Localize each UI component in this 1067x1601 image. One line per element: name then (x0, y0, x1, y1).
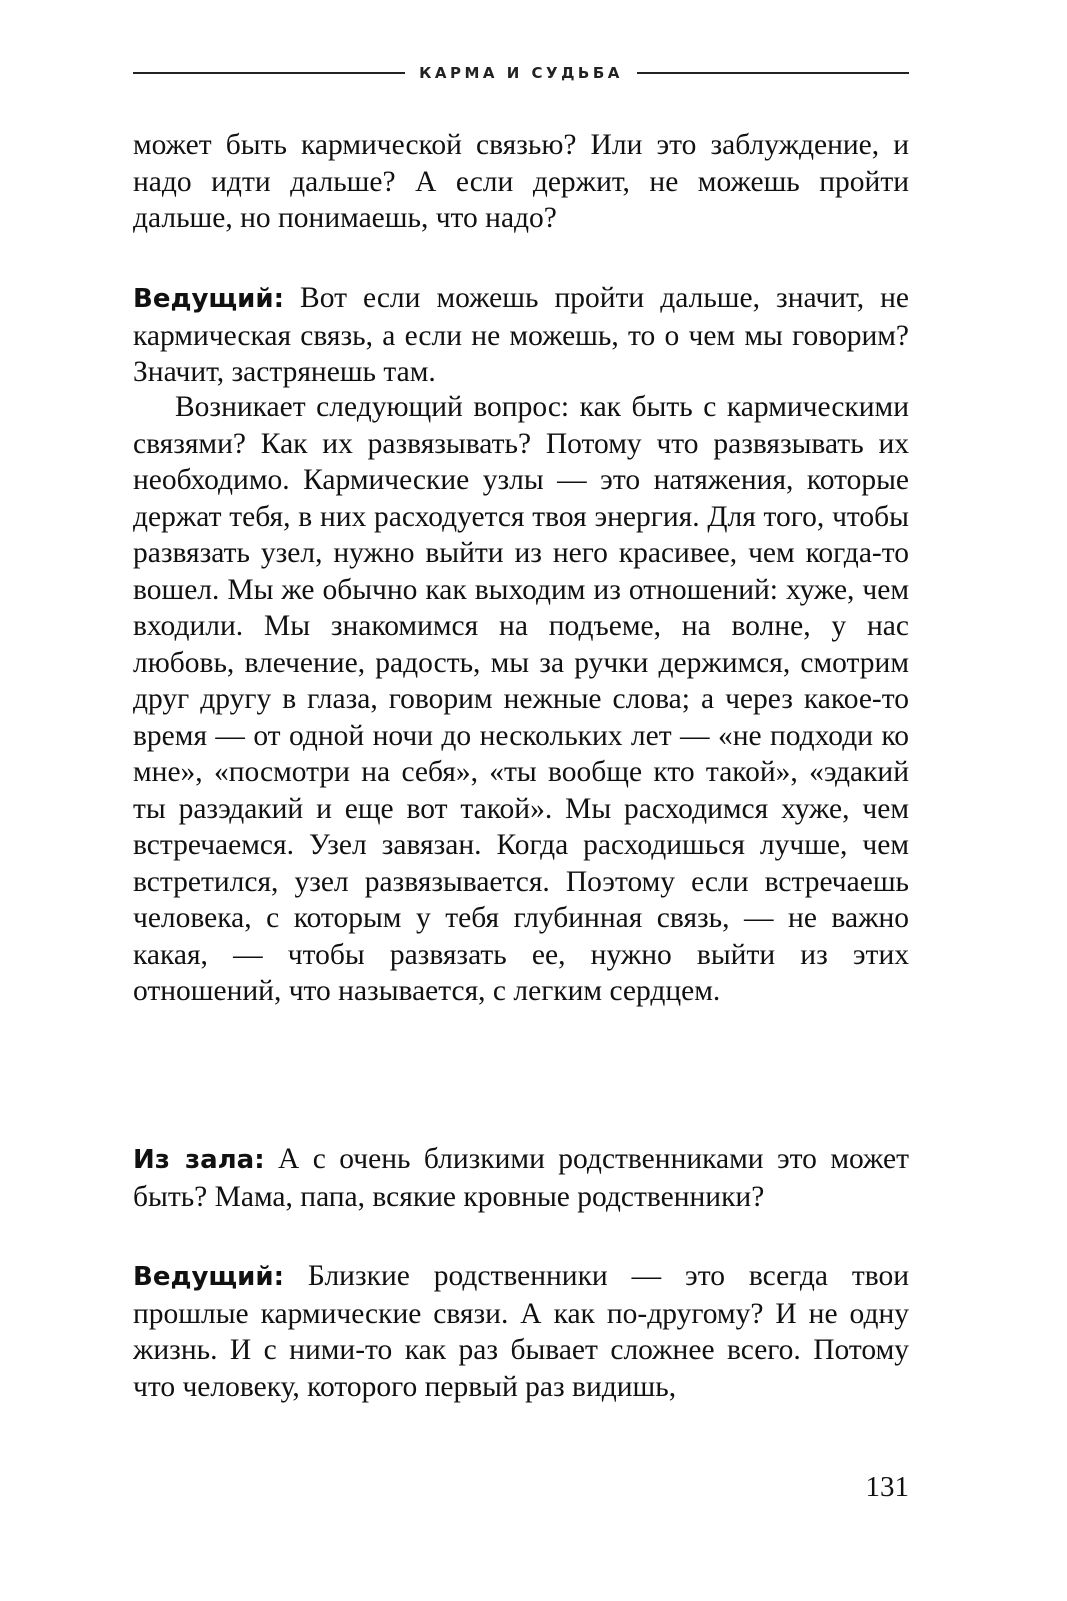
paragraph-host-reply-1 (133, 280, 909, 391)
paragraph-text: Вот если можешь пройти дальше, значит, не кармическая связь, а если не можешь, то о чем мы говорим? Значит, застрянешь там. (133, 282, 909, 388)
header-rule-left (133, 72, 405, 74)
paragraph-continuation (133, 127, 909, 237)
paragraph-karmic-knots (133, 389, 909, 1010)
header-rule-right (637, 72, 909, 74)
running-header (133, 64, 909, 82)
paragraph-text: Близкие родственники — это всегда твои прошлые кармические связи. А как по-другому? И не одну жизнь. И с ними-то как раз бывает сложнее всего. Потому что человеку, которого первый раз видишь, (133, 1260, 909, 1403)
paragraph-text: может быть кармической связью? Или это заблуждение, и надо идти дальше? А если держит, не можешь пройти дальше, но понимаешь, что надо? (133, 129, 909, 234)
speaker-label: Из зала: (133, 1145, 265, 1175)
speaker-label: Ведущий: (133, 1262, 284, 1292)
paragraph-audience-question (133, 1141, 909, 1215)
speaker-label: Ведущий: (133, 284, 284, 314)
paragraph-text: Возникает следующий вопрос: как быть с кармическими связями? Как их развязывать? Потому что развязывать их необходимо. Кармические узлы — это натяжения, которые держат тебя, в них расходуется твоя энергия. Для того, чтобы развязать узел, нужно выйти из него красивее, чем когда-то вошел. Мы же обычно как выходим из отношений: хуже, чем входили. Мы знакомимся на подъеме, на волне, у нас любовь, влечение, радость, мы за ручки держимся, смотрим друг другу в глаза, говорим нежные слова; а через какое-то время — от одной ночи до нескольких лет — «не подходи ко мне», «посмотри на себя», «ты вообще кто такой», «эдакий ты разэдакий и еще вот такой». Мы расходимся хуже, чем встречаемся. Узел завязан. Когда расходишься лучше, чем встретился, узел развязывается. Поэтому если встречаешь человека, с которым у тебя глубинная связь, — не важно какая, — чтобы развязать ее, нужно выйти из этих отношений, что называется, с легким сердцем. (133, 391, 909, 1007)
running-header-title: КАРМА И СУДЬБА (419, 64, 623, 82)
paragraph-host-reply-2 (133, 1258, 909, 1405)
paragraph-text: А с очень близкими родственниками это может быть? Мама, папа, всякие кровные родственники? (133, 1143, 909, 1213)
page-number: 131 (865, 1471, 909, 1503)
